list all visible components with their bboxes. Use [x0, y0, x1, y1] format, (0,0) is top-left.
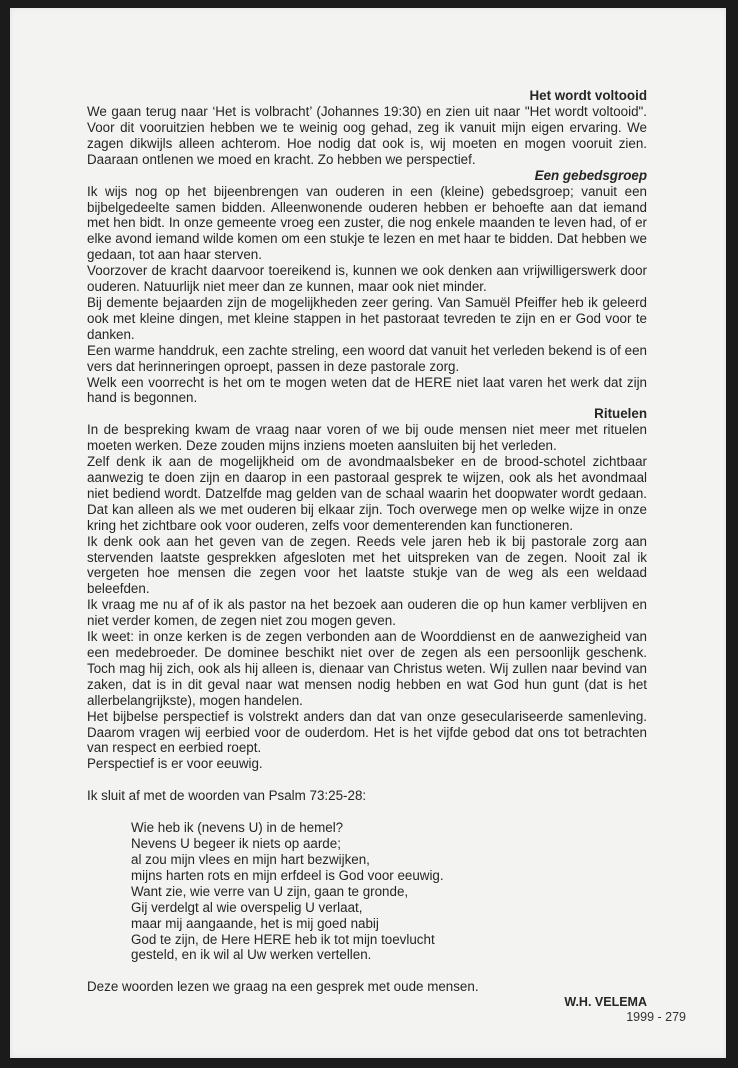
poem-line: Wie heb ik (nevens U) in de hemel? [131, 820, 344, 836]
spacer [87, 804, 647, 820]
paragraph: Zelf denk ik aan de mogelijkheid om de avondmaalsbeker en de brood-schotel zichtbaar aanwezig te doen zijn en daarop in een pastoraal gesprek te wijzen, ook als het avondmaal niet bediend wordt. Datzelfde mag gelden van de schaal waarin het doopwater wordt gedaan. Dat kan alleen als we met ouderen bij elkaar zijn. Toch overwege men op welke wijze in onze kring het zichtbare ook voor ouderen, zelfs voor dementerenden kan functioneren. [87, 454, 647, 533]
section-heading-voltooid: Het wordt voltooid [529, 88, 647, 103]
article-body [87, 88, 647, 1011]
paragraph: Ik vraag me nu af of ik als pastor na het bezoek aan ouderen die op hun kamer verblijven en niet verder komen, de zegen niet zou mogen geven. [87, 597, 647, 629]
poem-line: maar mij aangaande, het is mij goed nabij [131, 915, 379, 931]
paragraph: Bij demente bejaarden zijn de mogelijkheden zeer gering. Van Samuël Pfeiffer heb ik geleerd ook met kleine dingen, met kleine stappen in het pastoraat tevreden te zijn en er God voor te danken. [87, 294, 647, 342]
paragraph: Voorzover de kracht daarvoor toereikend is, kunnen we ook denken aan vrijwilligerswerk door ouderen. Natuurlijk niet meer dan ze kunnen, maar ook niet minder. [87, 263, 647, 295]
paragraph: Een warme handdruk, een zachte streling, een woord dat vanuit het verleden bekend is of een vers dat herinneringen oproept, passen in deze pastorale zorg. [87, 342, 647, 374]
spacer [87, 963, 647, 979]
poem-line: Nevens U begeer ik niets op aarde; [131, 836, 341, 852]
paragraph: Ik denk ook aan het geven van de zegen. Reeds vele jaren heb ik bij pastorale zorg aan stervenden laatste gesprekken afgesloten met het uitspreken van de zegen. Nooit zal ik vergeten hoe mensen die zegen voor het laatste stukje van de weg als een weldaad beleefden. [87, 533, 647, 597]
psalm-quote [131, 820, 647, 963]
page-number: 1999 - 279 [626, 1010, 686, 1024]
paragraph: Perspectief is er voor eeuwig. [87, 756, 263, 772]
closing-sentence: Deze woorden lezen we graag na een gesprek met oude mensen. [87, 979, 479, 995]
poem-line: al zou mijn vlees en mijn hart bezwijken, [131, 851, 370, 867]
paragraph: Ik weet: in onze kerken is de zegen verbonden aan de Woorddienst en de aanwezigheid van een medebroeder. De dominee beschikt niet over de zegen als een persoonlijk geschenk. Toch mag hij zich, ook als hij alleen is, dienaar van Christus weten. Wij zullen naar bevind van zaken, dat is in dit geval naar wat mensen nodig hebben en wat God hun gunt (dat is het allerbelangrijkste), mogen handelen. [87, 629, 647, 708]
spacer [87, 772, 647, 788]
poem-line: mijns harten rots en mijn erfdeel is God voor eeuwig. [131, 867, 444, 883]
section-heading-rituelen: Rituelen [594, 406, 647, 422]
poem-line: Gij verdelgt al wie overspelig U verlaat, [131, 899, 363, 915]
document-page [10, 8, 726, 1058]
poem-line: God te zijn, de Here HERE heb ik tot mijn toevlucht [131, 931, 435, 947]
poem-line: Want zie, wie verre van U zijn, gaan te gronde, [131, 883, 409, 899]
author-name: W.H. VELEMA [564, 995, 647, 1010]
poem-line: gesteld, en ik wil al Uw werken vertellen. [131, 947, 372, 963]
paragraph: In de bespreking kwam de vraag naar voren of we bij oude mensen niet meer met rituelen moeten werken. Deze zouden mijns inziens moeten aansluiten bij het verleden. [87, 422, 647, 454]
paragraph: We gaan terug naar ‘Het is volbracht’ (Johannes 19:30) en zien uit naar "Het wordt voltooid". Voor dit vooruitzien hebben we te weinig oog gehad, zeg ik vanuit mijn eigen ervaring. We zagen dikwijls alleen achterom. Hoe nodig dat ook is, wij moeten en mogen vooruit zien. Daaraan ontlenen we moed en kracht. Zo hebben we perspectief. [87, 104, 647, 167]
paragraph: Welk een voorrecht is het om te mogen weten dat de HERE niet laat varen het werk dat zijn hand is begonnen. [87, 374, 647, 406]
paragraph: Het bijbelse perspectief is volstrekt anders dan dat van onze geseculariseerde samenleving. Daarom vragen wij eerbied voor de ouderdom. Het is het vijfde gebod dat ons tot betrachten van respect en eerbied roept. [87, 708, 647, 756]
section-heading-gebedsgroep: Een gebedsgroep [534, 167, 647, 183]
paragraph: Ik wijs nog op het bijeenbrengen van ouderen in een (kleine) gebedsgroep; vanuit een bijbelgedeelte samen bidden. Alleenwonende ouderen hebben er behoefte aan dat iemand met hen bidt. In onze gemeente vroeg een zuster, die nog enkele maanden te leven had, of er elke avond iemand wilde komen om een stukje te lezen en met haar te bidden. Dat hebben we gedaan, tot aan haar sterven. [87, 183, 647, 263]
psalm-intro: Ik sluit af met de woorden van Psalm 73:25-28: [87, 788, 367, 804]
